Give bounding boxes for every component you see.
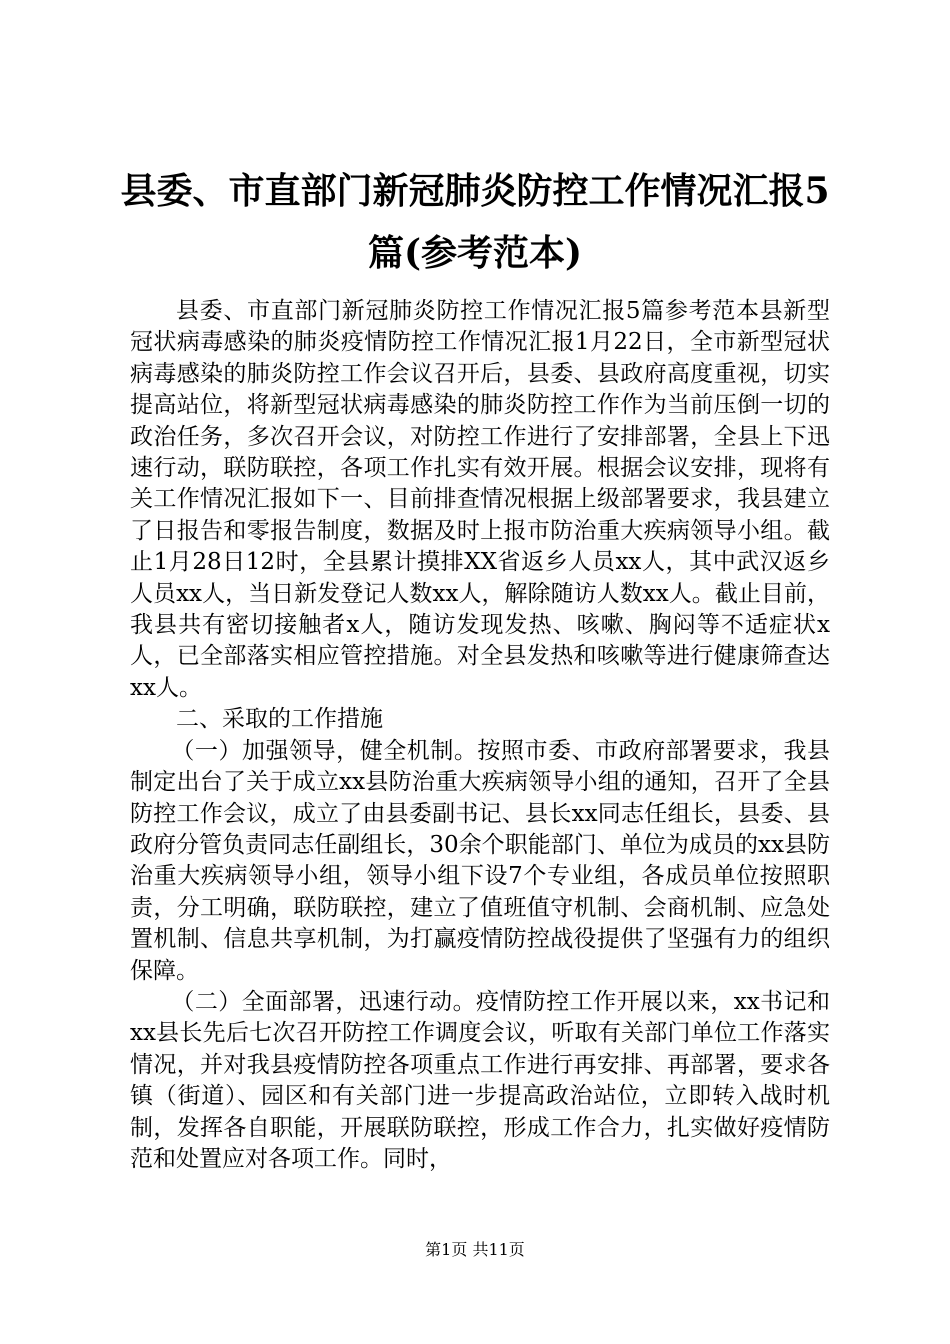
paragraph-section-heading: 二、采取的工作措施 xyxy=(176,706,383,733)
document-body xyxy=(130,296,830,1175)
paragraph-measure-1: （一）加强领导，健全机制。按照市委、市政府部署要求，我县制定出台了关于成立xx县防治重大疾病领导小组的通知，召开了全县防控工作会议，成立了由县委副书记、县长xx同志任组长，县委、县政府分管负责同志任副组长，30余个职能部门、单位为成员的xx县防治重大疾病领导小组，领导小组下设7个专业组，各成员单位按照职责，分工明确，联防联控，建立了值班值守机制、会商机制、应急处置机制、信息共享机制，为打赢疫情防控战役提供了坚强有力的组织保障。 xyxy=(130,737,830,984)
page-footer: 第1页 共11页 xyxy=(425,1240,525,1259)
paragraph-intro: 县委、市直部门新冠肺炎防控工作情况汇报5篇参考范本县新型冠状病毒感染的肺炎疫情防控工作情况汇报1月22日，全市新型冠状病毒感染的肺炎防控工作会议召开后，县委、县政府高度重视，切实提高站位，将新型冠状病毒感染的肺炎防控工作作为当前压倒一切的政治任务，多次召开会议，对防控工作进行了安排部署，全县上下迅速行动，联防联控，各项工作扎实有效开展。根据会议安排，现将有关工作情况汇报如下一、目前排查情况根据上级部署要求，我县建立了日报告和零报告制度，数据及时上报市防治重大疾病领导小组。截止1月28日12时，全县累计摸排XX省返乡人员xx人，其中武汉返乡人员xx人，当日新发登记人数xx人，解除随访人数xx人。截止目前，我县共有密切接触者x人，随访发现发热、咳嗽、胸闷等不适症状x人，已全部落实相应管控措施。对全县发热和咳嗽等进行健康筛查达xx人。 xyxy=(130,298,830,701)
document-title: 县委、市直部门新冠肺炎防控工作情况汇报5篇(参考范本) xyxy=(120,170,830,274)
paragraph-measure-2: （二）全面部署，迅速行动。疫情防控工作开展以来，xx书记和xx县长先后七次召开防控工作调度会议，听取有关部门单位工作落实情况，并对我县疫情防控各项重点工作进行再安排、再部署，要求各镇（街道）、园区和有关部门进一步提高政治站位，立即转入战时机制，发挥各自职能，开展联防联控，形成工作合力，扎实做好疫情防范和处置应对各项工作。同时， xyxy=(130,988,830,1172)
